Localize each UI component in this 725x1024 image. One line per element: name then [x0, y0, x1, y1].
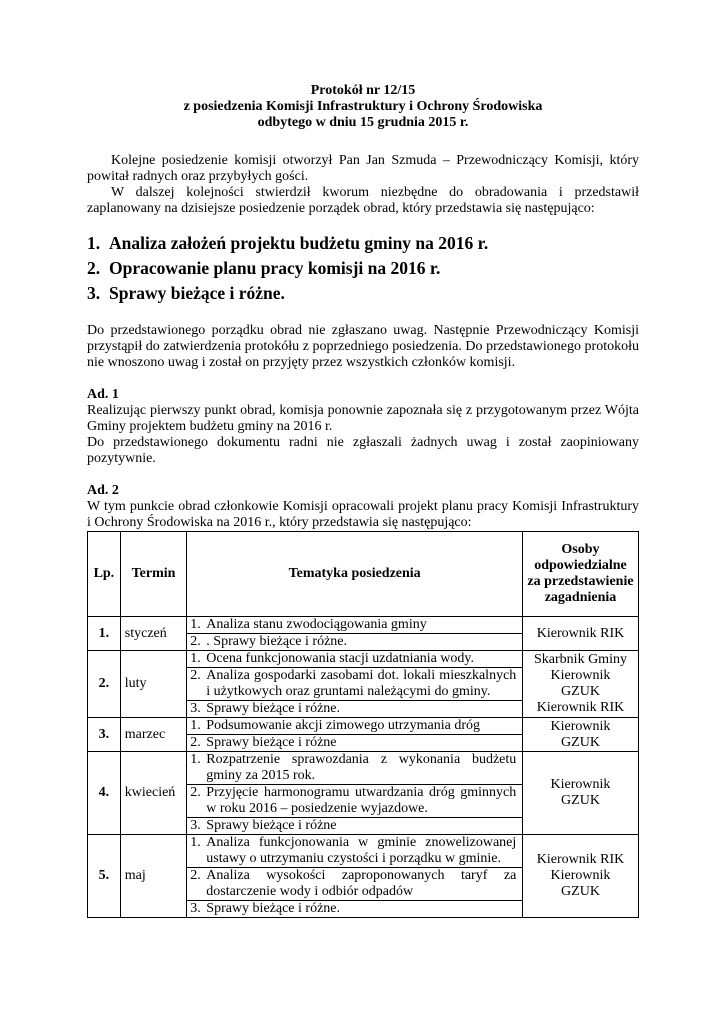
table-row: [88, 718, 639, 735]
work-plan-table: [87, 531, 639, 918]
row-osoby: Kierownik GZUK: [522, 718, 638, 752]
row-osoby: Skarbnik Gminy Kierownik GZUK Kierownik RIK: [522, 651, 638, 718]
document-page: [87, 83, 639, 918]
header-lp: Lp.: [88, 532, 121, 617]
topic-cell: 3. Sprawy bieżące i różne.: [187, 901, 523, 918]
row-lp: 3.: [88, 718, 121, 752]
ad1-paragraph-2: Do przedstawionego dokumentu radni nie zgłaszali żadnych uwag i został zaopiniowany pozytywnie.: [87, 435, 639, 466]
row-termin: styczeń: [120, 617, 187, 651]
row-lp: 2.: [88, 651, 121, 718]
topic-cell: 1. Podsumowanie akcji zimowego utrzymania dróg: [187, 718, 523, 735]
row-termin: luty: [120, 651, 187, 718]
row-lp: 4.: [88, 752, 121, 835]
topic-cell: 3. Sprawy bieżące i różne: [187, 818, 523, 835]
agenda-item: 3. Sprawy bieżące i różne.: [87, 283, 285, 303]
protocol-title: Protokół nr 12/15: [310, 83, 416, 98]
agenda-item: 1. Analiza założeń projektu budżetu gminy na 2016 r.: [87, 233, 489, 253]
intro-paragraph-2: W dalszej kolejności stwierdził kworum niezbędne do obradowania i przedstawił zaplanowany na dzisiejsze posiedzenie porządek obrad, który przedstawia się następująco:: [87, 185, 639, 216]
row-osoby: Kierownik RIK: [522, 617, 638, 651]
agenda-item: 2. Opracowanie planu pracy komisji na 2016 r.: [87, 258, 441, 278]
row-lp: 1.: [88, 617, 121, 651]
topic-cell: 2. Analiza gospodarki zasobami dot. lokali mieszkalnych i użytkowych oraz gruntami należącymi do gminy.: [187, 668, 523, 701]
topic-cell: 2. Analiza wysokości zaproponowanych taryf za dostarczenie wody i odbiór odpadów: [187, 868, 523, 901]
row-osoby: Kierownik RIK Kierownik GZUK: [522, 835, 638, 918]
ad1-heading: Ad. 1: [87, 387, 119, 402]
topic-cell: 2. Przyjęcie harmonogramu utwardzania dróg gminnych w roku 2016 – posiedzenie wyjazdowe.: [187, 785, 523, 818]
table-row: [88, 617, 639, 634]
after-agenda-paragraph: Do przedstawionego porządku obrad nie zgłaszano uwag. Następnie Przewodniczący Komisji przystąpił do zatwierdzenia protokółu z poprzedniego posiedzenia. Do przedstawionego protokołu nie wnoszono uwag i został on przyjęty przez wszystkich członków komisji.: [87, 323, 639, 370]
intro-paragraph-1: Kolejne posiedzenie komisji otworzył Pan Jan Szmuda – Przewodniczący Komisji, który powitał radnych oraz przybyłych gości.: [87, 153, 639, 184]
topic-cell: 1. Rozpatrzenie sprawozdania z wykonania budżetu gminy za 2015 rok.: [187, 752, 523, 785]
protocol-date-line: odbytego w dniu 15 grudnia 2015 r.: [257, 115, 469, 130]
row-termin: marzec: [120, 718, 187, 752]
protocol-subtitle: z posiedzenia Komisji Infrastruktury i Ochrony Środowiska: [183, 99, 543, 114]
ad2-heading: Ad. 2: [87, 483, 119, 498]
topic-cell: 1. Analiza stanu zwodociągowania gminy: [187, 617, 523, 634]
row-termin: maj: [120, 835, 187, 918]
topic-cell: 2. Sprawy bieżące i różne: [187, 735, 523, 752]
topic-cell: 2. . Sprawy bieżące i różne.: [187, 634, 523, 651]
table-row: [88, 752, 639, 785]
table-header-row: [88, 532, 639, 617]
header-tematyka: Tematyka posiedzenia: [187, 532, 523, 617]
row-osoby: Kierownik GZUK: [522, 752, 638, 835]
table-row: [88, 651, 639, 668]
table-row: [88, 835, 639, 868]
ad2-paragraph-1: W tym punkcie obrad członkowie Komisji opracowali projekt planu pracy Komisji Infrastruktury i Ochrony Środowiska na 2016 r., który przedstawia się następująco:: [87, 499, 639, 530]
header-osoby: Osoby odpowiedzialne za przedstawienie zagadnienia: [522, 532, 638, 617]
row-termin: kwiecień: [120, 752, 187, 835]
topic-cell: 1. Ocena funkcjonowania stacji uzdatniania wody.: [187, 651, 523, 668]
row-lp: 5.: [88, 835, 121, 918]
ad1-paragraph-1: Realizując pierwszy punkt obrad, komisja ponownie zapoznała się z przygotowanym przez Wójta Gminy projektem budżetu gminy na 2016 r.: [87, 403, 639, 434]
agenda-list: [87, 231, 639, 306]
topic-cell: 1. Analiza funkcjonowania w gminie znowelizowanej ustawy o utrzymaniu czystości i porządku w gminie.: [187, 835, 523, 868]
topic-cell: 3. Sprawy bieżące i różne.: [187, 701, 523, 718]
header-termin: Termin: [120, 532, 187, 617]
